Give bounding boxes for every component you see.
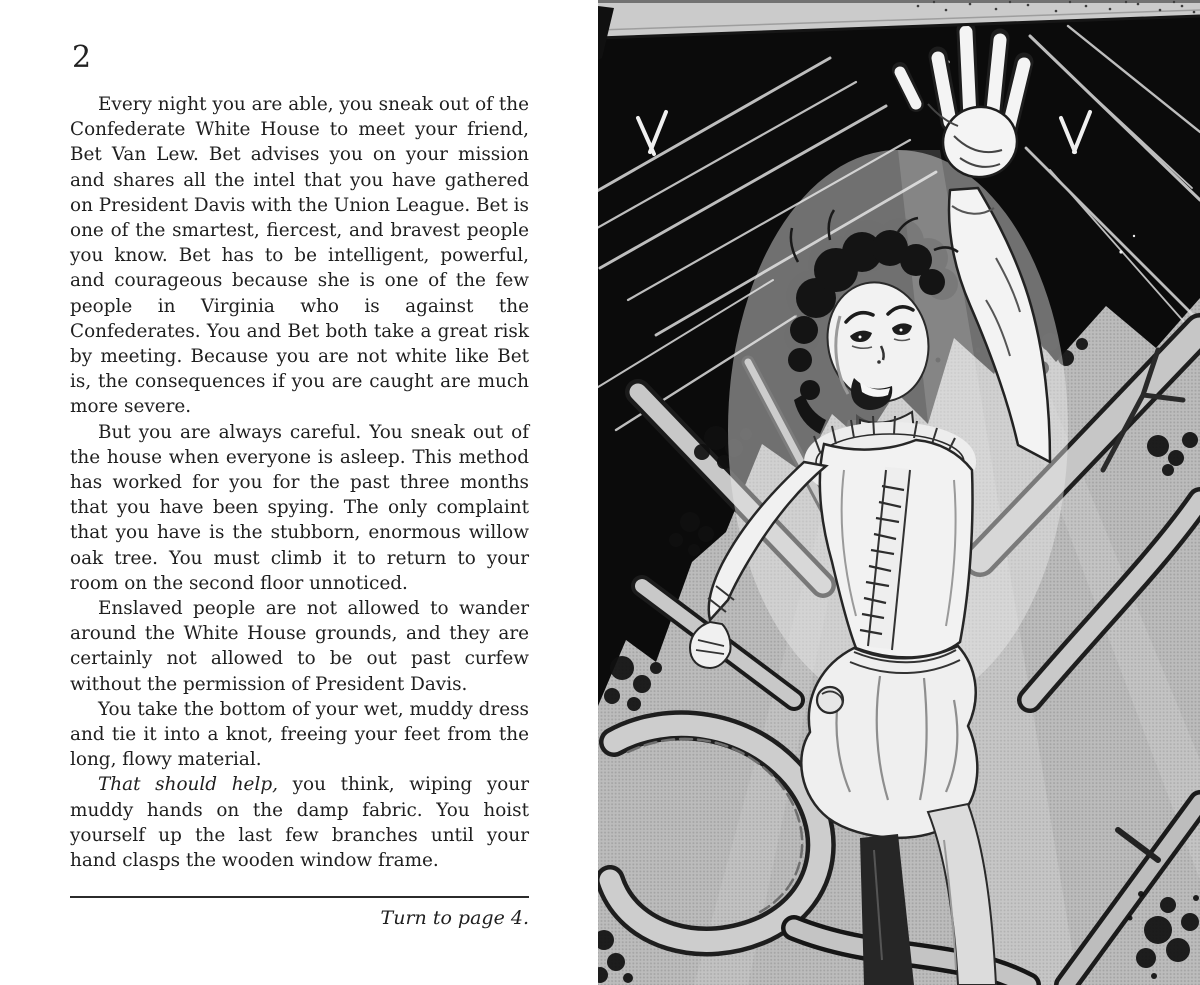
italic-thought: That should help,	[98, 774, 278, 796]
paragraph-rest: you think, wiping your muddy hands on the damp fabric. You hoist yourself up the last few branches until your hand clasps the wooden window frame.	[70, 774, 529, 872]
page-footer	[70, 896, 529, 929]
page-number: 2	[72, 40, 92, 75]
story-paragraph-final	[70, 772, 529, 873]
story-paragraph: Enslaved people are not allowed to wander around the White House grounds, and they are certainly not allowed to be out past curfew without the permission of President Davis.	[70, 598, 529, 695]
tree-climbing-illustration	[598, 0, 1200, 985]
story-text	[70, 92, 529, 873]
turn-to-page-instruction: Turn to page 4.	[380, 907, 529, 929]
book-page-left	[0, 0, 598, 985]
story-paragraph: But you are always careful. You sneak out of the house when everyone is asleep. This method has worked for you for the past three months that you have been spying. The only complaint that you have is the stubborn, enormous willow oak tree. You must climb it to return to your room on the second floor unnoticed.	[70, 421, 529, 594]
story-paragraph: You take the bottom of your wet, muddy dress and tie it into a knot, freeing your feet from the long, flowy material.	[70, 698, 529, 771]
story-paragraph: Every night you are able, you sneak out of the Confederate White House to meet your friend, Bet Van Lew. Bet advises you on your mission and shares all the intel that you have gathered on President Davis with the Union League. Bet is one of the smartest, fiercest, and bravest people you know. Bet has to be intelligent, powerful, and courageous because she is one of the few people in Virginia who is against the Confederates. You and Bet both take a great risk by meeting. Because you are not white like Bet is, the consequences if you are caught are much more severe.	[70, 94, 529, 418]
illustration-pane	[598, 0, 1200, 985]
footer-divider	[70, 896, 529, 898]
